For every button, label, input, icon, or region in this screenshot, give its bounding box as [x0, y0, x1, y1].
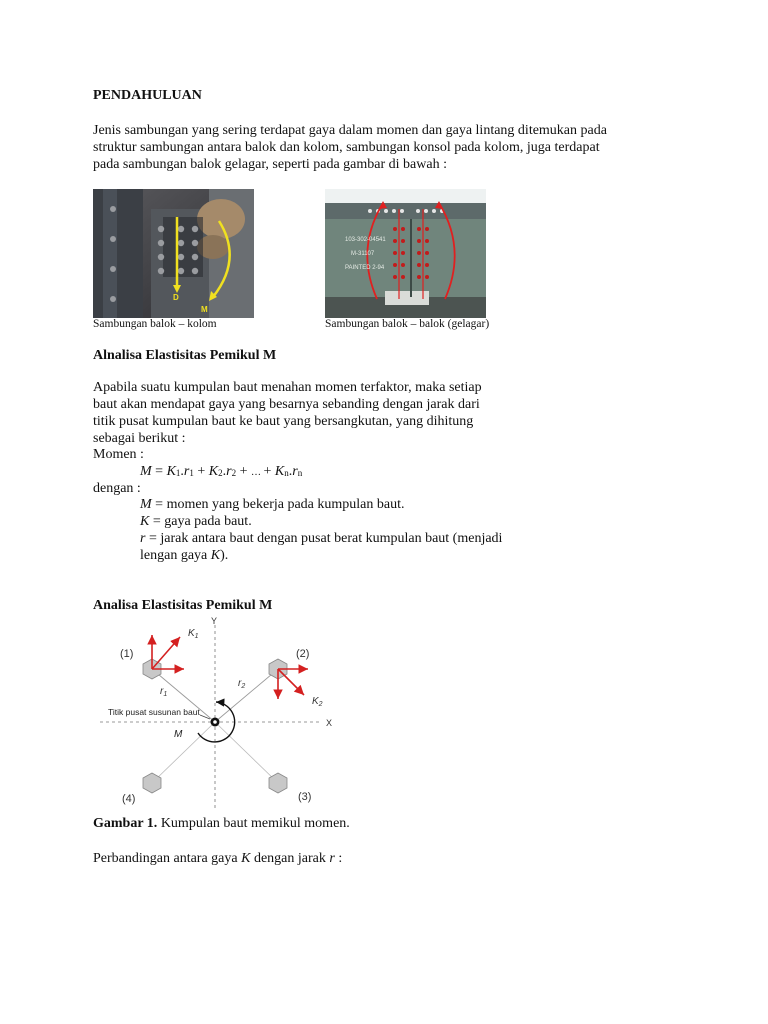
- dengan-label: dengan :: [93, 481, 141, 496]
- intro-line: pada sambungan balok gelagar, seperti pada gambar di bawah :: [93, 157, 447, 172]
- stencil-line: 103-302-04541: [345, 237, 386, 243]
- closing-line: Perbandingan antara gaya K dengan jarak r :: [93, 851, 343, 866]
- intro-line: struktur sambungan antara balok dan kolom, sambungan konsol pada kolom, juga terdapat: [93, 140, 600, 155]
- momen-label: Momen :: [93, 447, 144, 462]
- bolt-3-label: (3): [298, 791, 312, 803]
- paragraph-line: sebagai berikut :: [93, 431, 186, 446]
- paragraph-line: Apabila suatu kumpulan baut menahan momen terfaktor, maka setiap: [93, 380, 482, 395]
- x-axis-label: X: [326, 718, 333, 728]
- paragraph-line: baut akan mendapat gaya yang besarnya sebanding dengan jarak dari: [93, 397, 480, 412]
- force-arrow: [278, 669, 304, 695]
- bolt-1-label: (1): [120, 648, 134, 660]
- bolt-3-icon: [269, 773, 287, 793]
- definition-item: M = momen yang bekerja pada kumpulan baut.: [140, 497, 405, 512]
- stencil-line: PAINTED 2-94: [345, 265, 385, 271]
- k1-label: $K_1$: [188, 628, 199, 640]
- intro-line: Jenis sambungan yang sering terdapat gaya dalam momen dan gaya lintang ditemukan pada: [93, 123, 607, 138]
- bolt-4-icon: [143, 773, 161, 793]
- photo-label-m: M: [201, 305, 208, 314]
- photo-label-d: D: [173, 293, 179, 302]
- beam-beam-caption: Sambungan balok – balok (gelagar): [325, 318, 490, 330]
- bolt-4-label: (4): [122, 793, 136, 805]
- force-arrow: [152, 637, 180, 669]
- beam-column-caption: Sambungan balok – kolom: [93, 318, 217, 330]
- definition-item: r = jarak antara baut dengan pusat berat kumpulan baut (menjadi: [140, 531, 503, 546]
- definition-item-continued: lengan gaya K).: [140, 548, 229, 563]
- r1-label: $r_1$: [160, 686, 168, 698]
- stencil-line: M-31107: [351, 251, 375, 257]
- beam-beam-photo: [325, 189, 486, 318]
- bolt-group-diagram: [100, 615, 340, 816]
- section-title: Alnalisa Elastisitas Pemikul M: [93, 348, 277, 363]
- paragraph-line: titik pusat kumpulan baut ke baut yang bersangkutan, yang dihitung: [93, 414, 474, 429]
- section-title: Analisa Elastisitas Pemikul M: [93, 598, 273, 613]
- center-label: Titik pusat susunan baut: [108, 707, 200, 717]
- page-heading: PENDAHULUAN: [93, 88, 202, 103]
- figure-caption: Gambar 1. Kumpulan baut memikul momen.: [93, 816, 350, 831]
- moment-formula: $M = K_1.r_1 + K_2.r_2$ + … + $K_n.r_n$: [140, 464, 303, 479]
- y-axis-label: Y: [211, 616, 218, 626]
- definition-item: K = gaya pada baut.: [140, 514, 252, 529]
- bolt-2-label: (2): [296, 648, 310, 660]
- moment-label: M: [174, 729, 183, 740]
- r2-label: $r_2$: [238, 678, 246, 690]
- beam-column-photo: [93, 189, 254, 318]
- k2-label: $K_2$: [312, 696, 323, 708]
